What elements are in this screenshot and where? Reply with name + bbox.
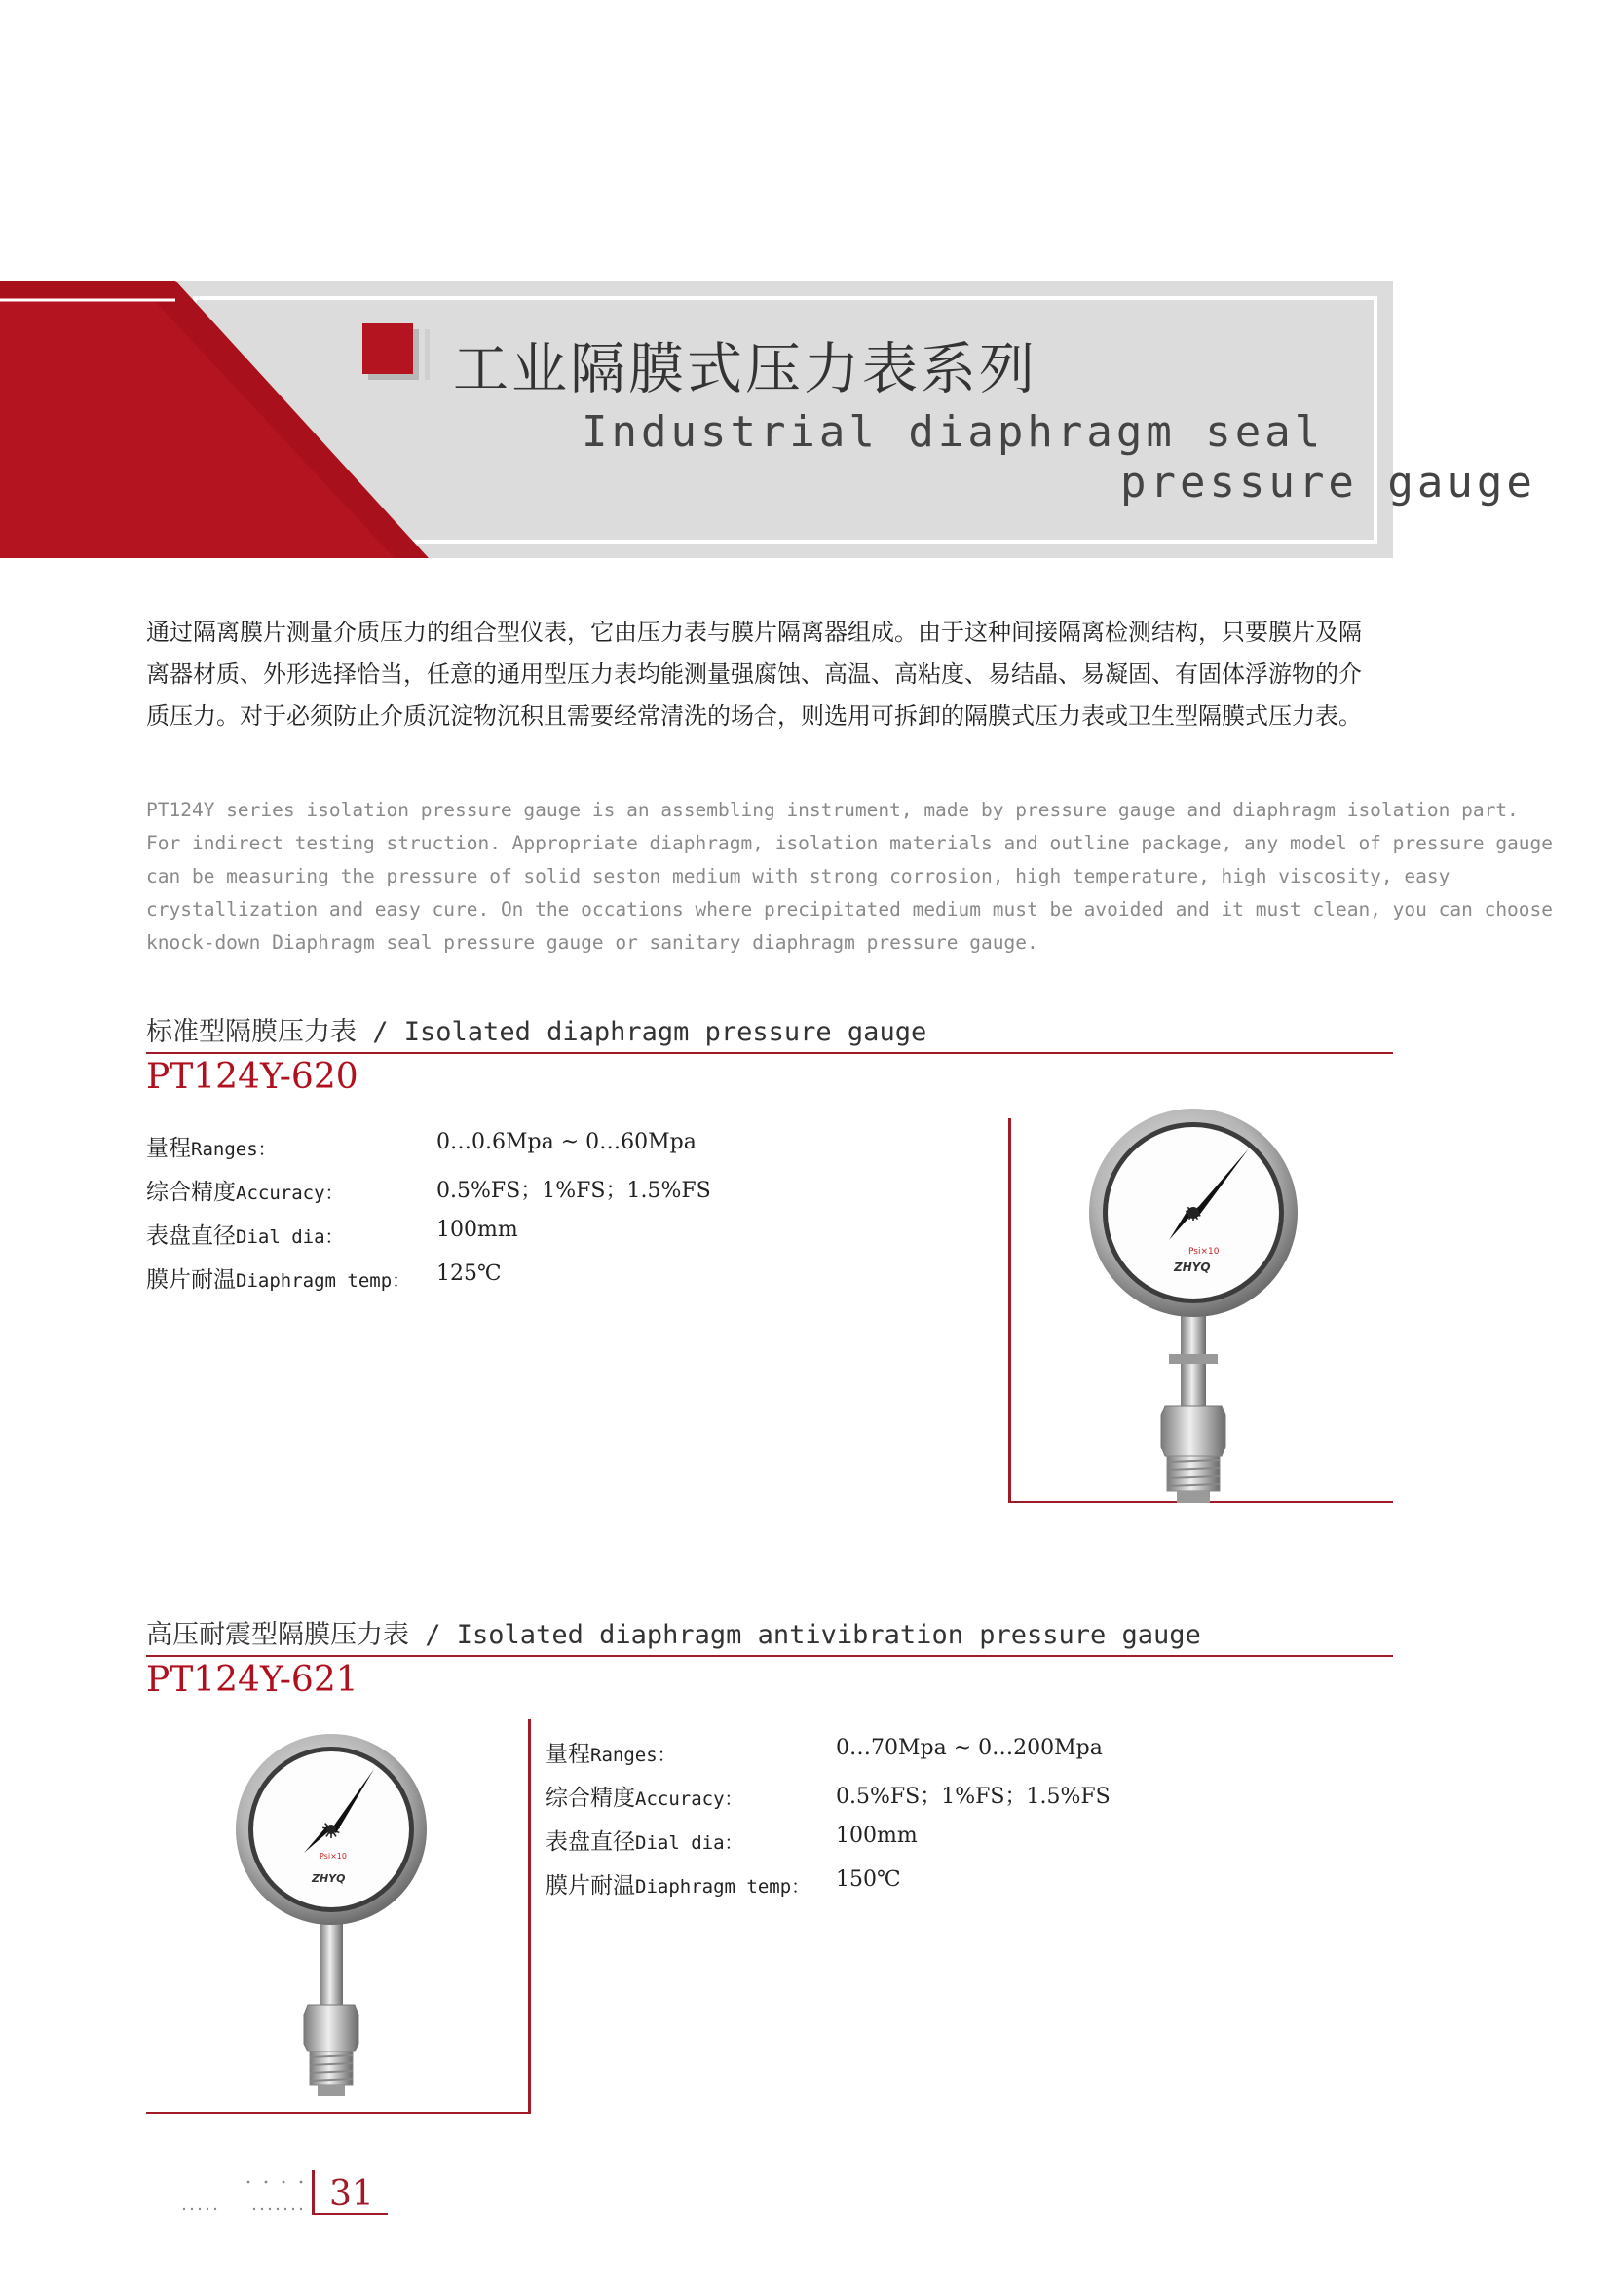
spec-row: 表盘直径Dial dia：: [546, 1829, 743, 1855]
page-title-en-line1: Industrial diaphragm seal: [582, 407, 1325, 457]
spec-value: 0.5%FS；1%FS；1.5%FS: [436, 1179, 711, 1203]
spec-row: 膜片耐温Diaphragm temp：: [546, 1873, 810, 1899]
spec-value: 0.5%FS；1%FS；1.5%FS: [836, 1785, 1111, 1809]
spec-value: 100mm: [436, 1218, 518, 1242]
spec-value: 0…70Mpa ~ 0…200Mpa: [836, 1736, 1103, 1760]
spec-row: 综合精度Accuracy：: [146, 1180, 344, 1205]
footer-accent-bar: [312, 2170, 315, 2215]
spec-row: 量程Ranges：: [146, 1136, 277, 1161]
intro-paragraph-en: PT124Y series isolation pressure gauge is an assembling instrument, made by pressure gauge and diaphragm isolation part. For indirect testing struction. Appropriate diaphragm, isolation materials and outline package, any model of pressure gauge can be measuring the pressure of solid seston medium with strong corrosion, high temperature, high viscosity, easy crystallization and easy cure. On the occations where precipitated medium must be avoided and it must clean, you can choose knock-down Diaphragm seal pressure gauge or sanitary diaphragm pressure gauge.: [146, 799, 1554, 954]
gauge-brand-logo: ZHYQ: [1174, 1261, 1211, 1274]
spec-value: 125℃: [436, 1261, 502, 1286]
product-2-heading-cn: 高压耐震型隔膜压力表: [146, 1620, 409, 1650]
product-1-model: PT124Y-620: [146, 1057, 358, 1097]
product-2-heading-rule: [146, 1655, 1393, 1657]
product-1-gauge-image: [1072, 1096, 1315, 1505]
page-number: 31: [329, 2174, 374, 2214]
spec-value: 0…0.6Mpa ~ 0…60Mpa: [436, 1130, 697, 1154]
gauge-unit-label: Psi×10: [1188, 1247, 1220, 1257]
product-2-frame-right: [528, 1719, 531, 2114]
product-2-spec-table: [546, 1736, 1130, 1911]
product-1-heading: [146, 1010, 926, 1048]
spec-row: 表盘直径Dial dia：: [146, 1223, 344, 1249]
product-2-model: PT124Y-621: [146, 1660, 358, 1700]
product-1-spec-table: [146, 1130, 731, 1305]
spec-row: 综合精度Accuracy：: [546, 1786, 743, 1811]
footer-dots-decoration: [180, 2176, 307, 2215]
spec-row: 膜片耐温Diaphragm temp：: [146, 1267, 411, 1293]
gauge-unit-label: Psi×10: [320, 1852, 347, 1861]
product-2-frame-bottom: [146, 2112, 531, 2114]
page-title-en-line2: pressure gauge: [1120, 458, 1536, 508]
intro-paragraph-cn: 通过隔离膜片测量介质压力的组合型仪表，它由压力表与膜片隔离器组成。由于这种间接隔离检测结构，只要膜片及隔离器材质、外形选择恰当，任意的通用型压力表均能测量强腐蚀、高温、高粘度、易结晶、易凝固、有固体浮游物的介质压力。对于必须防止介质沉淀物沉积且需要经常清洗的场合，则选用可拆卸的隔膜式压力表或卫生型隔膜式压力表。: [146, 619, 1362, 730]
gauge-brand-logo: ZHYQ: [312, 1872, 346, 1885]
product-1-heading-cn: 标准型隔膜压力表: [146, 1017, 357, 1047]
product-1-heading-sep: /: [357, 1017, 404, 1047]
spec-value: 100mm: [836, 1824, 918, 1848]
product-2-heading-en: Isolated diaphragm antivibration pressure gauge: [456, 1620, 1201, 1650]
product-1-frame-left: [1008, 1118, 1011, 1503]
product-1-heading-en: Isolated diaphragm pressure gauge: [403, 1017, 927, 1047]
spec-value: 150℃: [836, 1867, 901, 1892]
product-2-gauge-image: [224, 1724, 438, 2104]
product-2-heading: [146, 1613, 1201, 1651]
spec-row: 量程Ranges：: [546, 1742, 676, 1767]
product-2-heading-sep: /: [409, 1620, 457, 1650]
page-title-cn: 工业隔膜式压力表系列: [453, 337, 1037, 401]
product-1-heading-rule: [146, 1052, 1393, 1054]
